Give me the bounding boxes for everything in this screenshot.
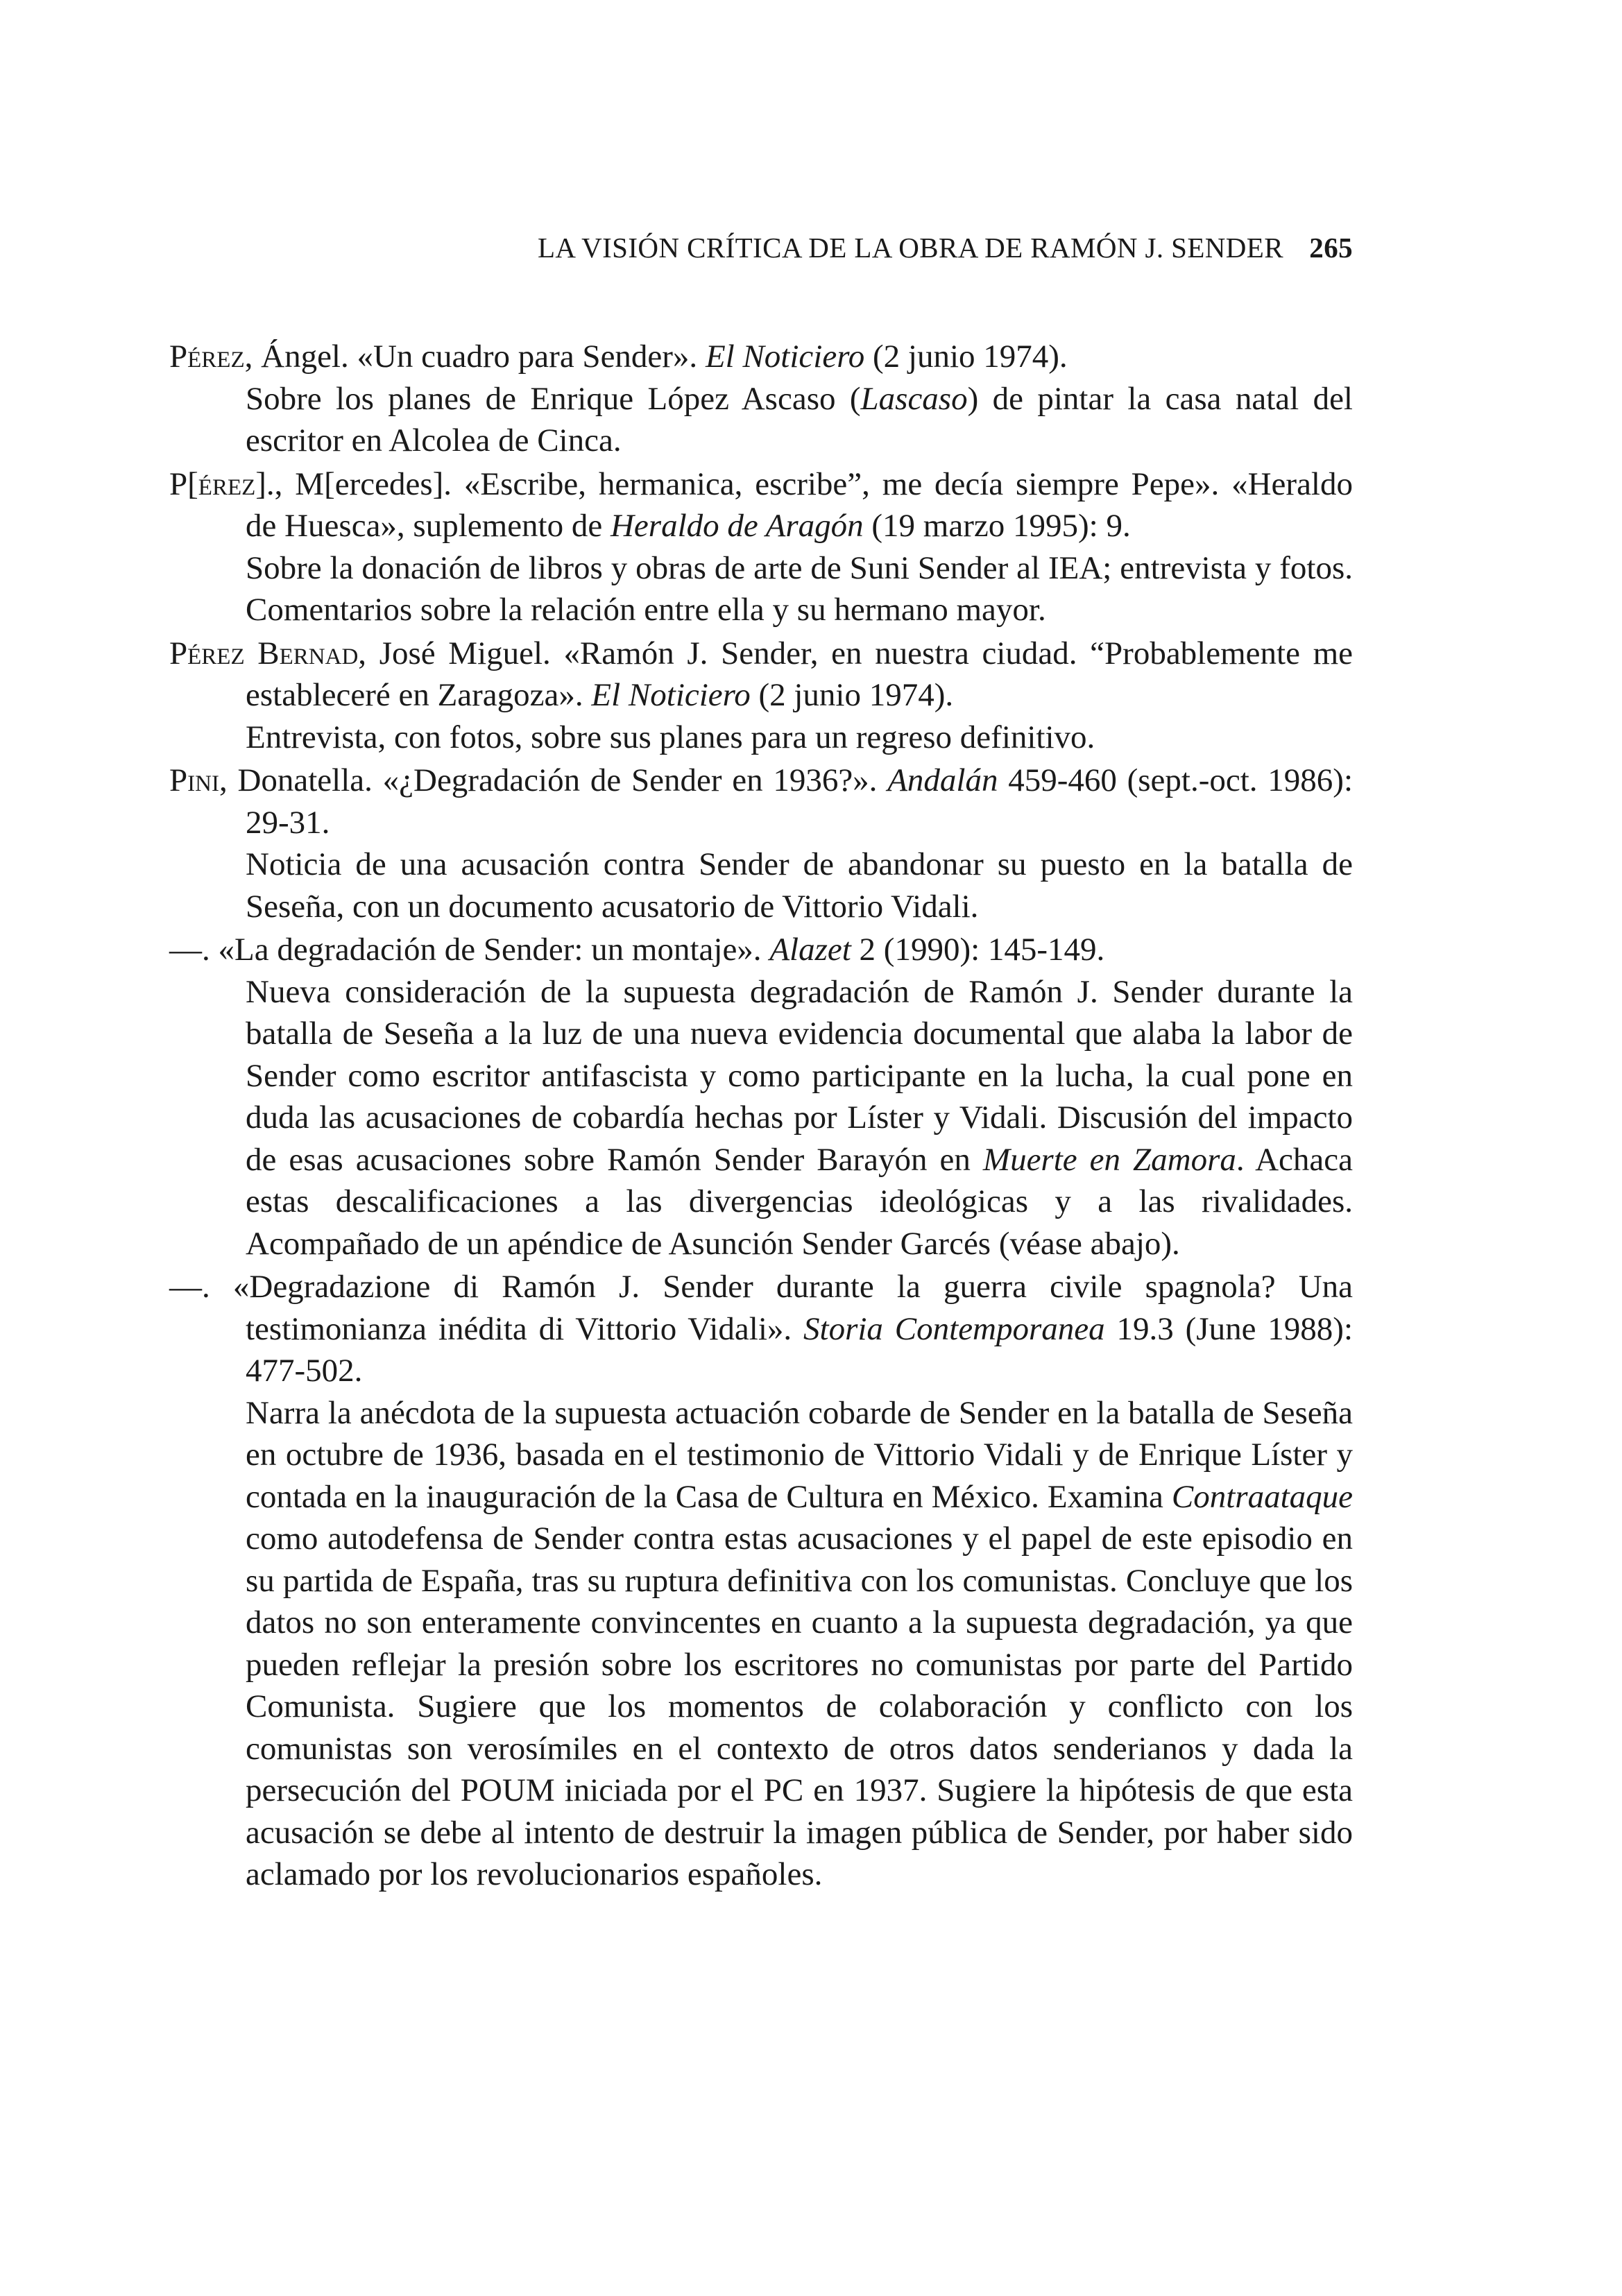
annotation-text: ) de pintar la casa natal del escritor en Alcolea de Cinca. bbox=[246, 380, 1353, 459]
citation bbox=[169, 633, 1353, 717]
citation-text: ]., M[ercedes]. «Escribe, hermanica, escribe”, me decía siempre Pepe». «Heraldo de Huesca», suplemento de bbox=[246, 465, 1353, 544]
source-title: Heraldo de Aragón bbox=[610, 508, 864, 544]
bibliography-entry bbox=[169, 336, 1353, 462]
annotation-italic: Lascaso bbox=[860, 380, 968, 417]
annotation-italic: Muerte en Zamora bbox=[982, 1141, 1236, 1178]
source-title: Storia Contemporanea bbox=[803, 1310, 1105, 1347]
source-title: El Noticiero bbox=[591, 677, 751, 713]
annotation-text: Sobre los planes de Enrique López Ascaso ( bbox=[246, 380, 861, 417]
citation-text: —. «Degradazione di Ramón J. Sender durante la guerra civile spagnola? Una testimonianza inédita di Vittorio Vidali». bbox=[169, 1269, 1353, 1347]
citation-text: —. «La degradación de Sender: un montaje». bbox=[169, 932, 770, 968]
annotation: Noticia de una acusación contra Sender de abandonar su puesto en la batalla de Seseña, con un documento acusatorio de Vittorio Vidali. bbox=[246, 846, 1353, 925]
author-name: Pérez bbox=[169, 339, 245, 375]
annotation-text: Narra la anécdota de la supuesta actuación cobarde de Sender en la batalla de Seseña en octubre de 1936, basada en el testimonio de Vittorio Vidali y de Enrique Líster y contada en la inauguración de la Casa de Cultura en México. Examina bbox=[246, 1394, 1353, 1515]
citation bbox=[169, 760, 1353, 843]
author-name: Pérez Bernad bbox=[169, 635, 359, 671]
citation-text: , Donatella. «¿Degradación de Sender en 1936?». bbox=[219, 762, 888, 798]
annotation-text: como autodefensa de Sender contra estas acusaciones y el papel de este episodio en su partida de España, tras su ruptura definitiva con los comunistas. Concluye que los datos no son enteramente convincentes en cuanto a la supuesta degradación, ya que pueden reflejar la presión sobre los escritores no comunistas por parte del Partido Comunista. Sugiere que los momentos de colaboración y conflicto con los comunistas son verosímiles en el contexto de otros datos senderianos y dada la persecución del POUM iniciada por el PC en 1937. Sugiere la hipótesis de que esta acusación se debe al intento de destruir la imagen pública de Sender, por haber sido aclamado por los revolucionarios españoles. bbox=[246, 1520, 1353, 1892]
citation-details: (2 junio 1974). bbox=[750, 677, 954, 713]
bibliography-entry bbox=[169, 463, 1353, 631]
annotation: Entrevista, con fotos, sobre sus planes para un regreso definitivo. bbox=[246, 719, 1095, 755]
bibliography bbox=[169, 336, 1353, 1896]
source-title: Alazet bbox=[769, 932, 851, 968]
citation bbox=[169, 336, 1353, 378]
bibliography-entry bbox=[169, 633, 1353, 759]
annotation: Sobre la donación de libros y obras de arte de Suni Sender al IEA; entrevista y fotos. Comentarios sobre la relación entre ella y su hermano mayor. bbox=[246, 549, 1353, 628]
citation-details: (2 junio 1974). bbox=[864, 339, 1068, 375]
bibliography-entry bbox=[169, 929, 1353, 1265]
running-head-title: LA VISIÓN CRÍTICA DE LA OBRA DE RAMÓN J. SENDER bbox=[537, 232, 1283, 264]
citation-details: 459-460 (sept.-oct. 1986): 29-31. bbox=[246, 762, 1354, 841]
citation-text: , Ángel. «Un cuadro para Sender». bbox=[244, 339, 706, 375]
source-title: Andalán bbox=[887, 762, 998, 798]
citation bbox=[169, 463, 1353, 547]
annotation-text: . Achaca estas descalificaciones a las divergencias ideológicas y a las rivalidades. Acompañado de un apéndice de Asunción Sender Garcés (véase abajo). bbox=[246, 1141, 1353, 1262]
citation bbox=[169, 1266, 1353, 1392]
author-name-part: érez bbox=[198, 465, 256, 502]
source-title: El Noticiero bbox=[705, 339, 865, 375]
author-name: Pini bbox=[169, 762, 219, 798]
citation-details: 19.3 (June 1988): 477-502. bbox=[246, 1310, 1354, 1389]
bibliography-entry bbox=[169, 1266, 1353, 1896]
annotation bbox=[169, 971, 1353, 1265]
page-number: 265 bbox=[1309, 232, 1353, 264]
citation-text: , José Miguel. «Ramón J. Sender, en nuestra ciudad. “Probablemente me estableceré en Zaragoza». bbox=[246, 635, 1354, 713]
bibliography-entry bbox=[169, 760, 1353, 927]
running-head bbox=[169, 223, 1353, 272]
annotation bbox=[169, 378, 1353, 462]
citation bbox=[169, 929, 1353, 971]
annotation bbox=[169, 1392, 1353, 1896]
author-name-part: P[ bbox=[169, 465, 198, 502]
citation-details: (19 marzo 1995): 9. bbox=[863, 508, 1131, 544]
annotation-text: Nueva consideración de la supuesta degradación de Ramón J. Sender durante la batalla de Seseña a la luz de una nueva evidencia documental que alaba la labor de Sender como escritor antifascista y como participante en la lucha, la cual pone en duda las acusaciones de cobardía hechas por Líster y Vidali. Discusión del impacto de esas acusaciones sobre Ramón Sender Barayón en bbox=[246, 973, 1353, 1178]
citation-details: 2 (1990): 145-149. bbox=[851, 932, 1105, 968]
annotation-italic: Contraataque bbox=[1171, 1478, 1353, 1515]
